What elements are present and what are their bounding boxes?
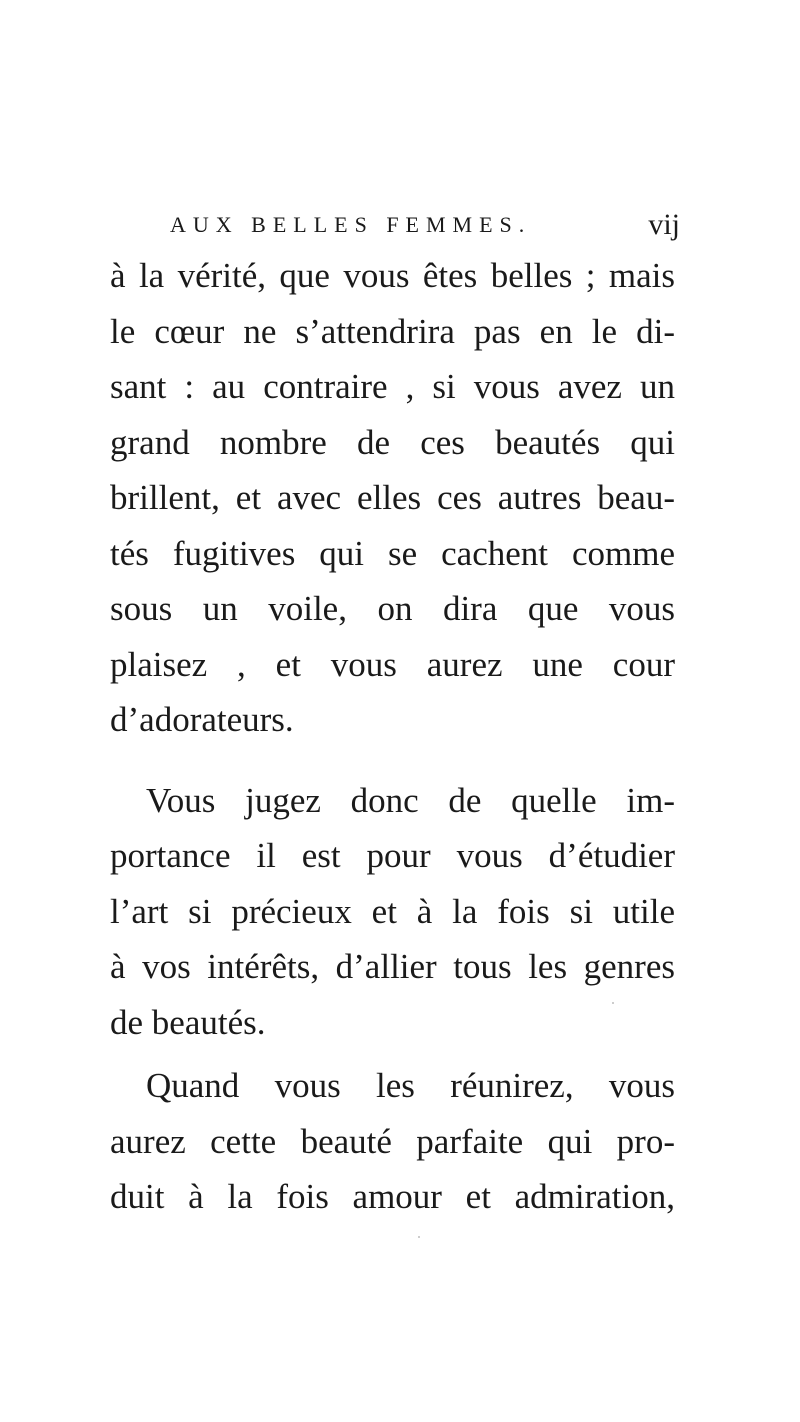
text-line: duit à la fois amour et admiration, [110,1177,675,1216]
text-line: aurez cette beauté parfaite qui pro- [110,1121,675,1161]
text-line: à la vérité, que vous êtes belles ; mais [110,256,675,295]
text-line: plaisez , et vous aurez une cour [110,644,675,684]
text-line: l’art si précieux et à la fois si utile [110,891,675,931]
page-number: vij [648,208,680,241]
text-line: sant : au contraire , si vous avez un [110,367,675,406]
running-head-title: AUX BELLES FEMMES. [170,212,532,237]
paragraph-1 [110,248,675,748]
text-line: Quand vous les réunirez, vous [146,1066,675,1105]
text-line: à vos intérêts, d’allier tous les genres [110,947,675,986]
text-line: brillent, et avec elles ces autres beau- [110,478,675,517]
text-line: de beautés. [110,1002,266,1042]
body-text [110,248,675,1225]
text-line: tés fugitives qui se cachent comme [110,533,675,573]
text-line: Vous jugez donc de quelle im- [146,780,675,820]
paragraph-3 [110,1058,675,1225]
text-line: portance il est pour vous d’étudier [110,836,675,875]
text-line: grand nombre de ces beautés qui [110,422,675,462]
running-head [110,205,680,245]
text-line: le cœur ne s’attendrira pas en le di- [110,311,675,351]
paragraph-2 [110,773,675,1051]
text-line: sous un voile, on dira que vous [110,589,675,628]
text-line: d’adorateurs. [110,700,294,739]
paper-speck [418,1236,420,1238]
paper-speck [612,1002,614,1004]
